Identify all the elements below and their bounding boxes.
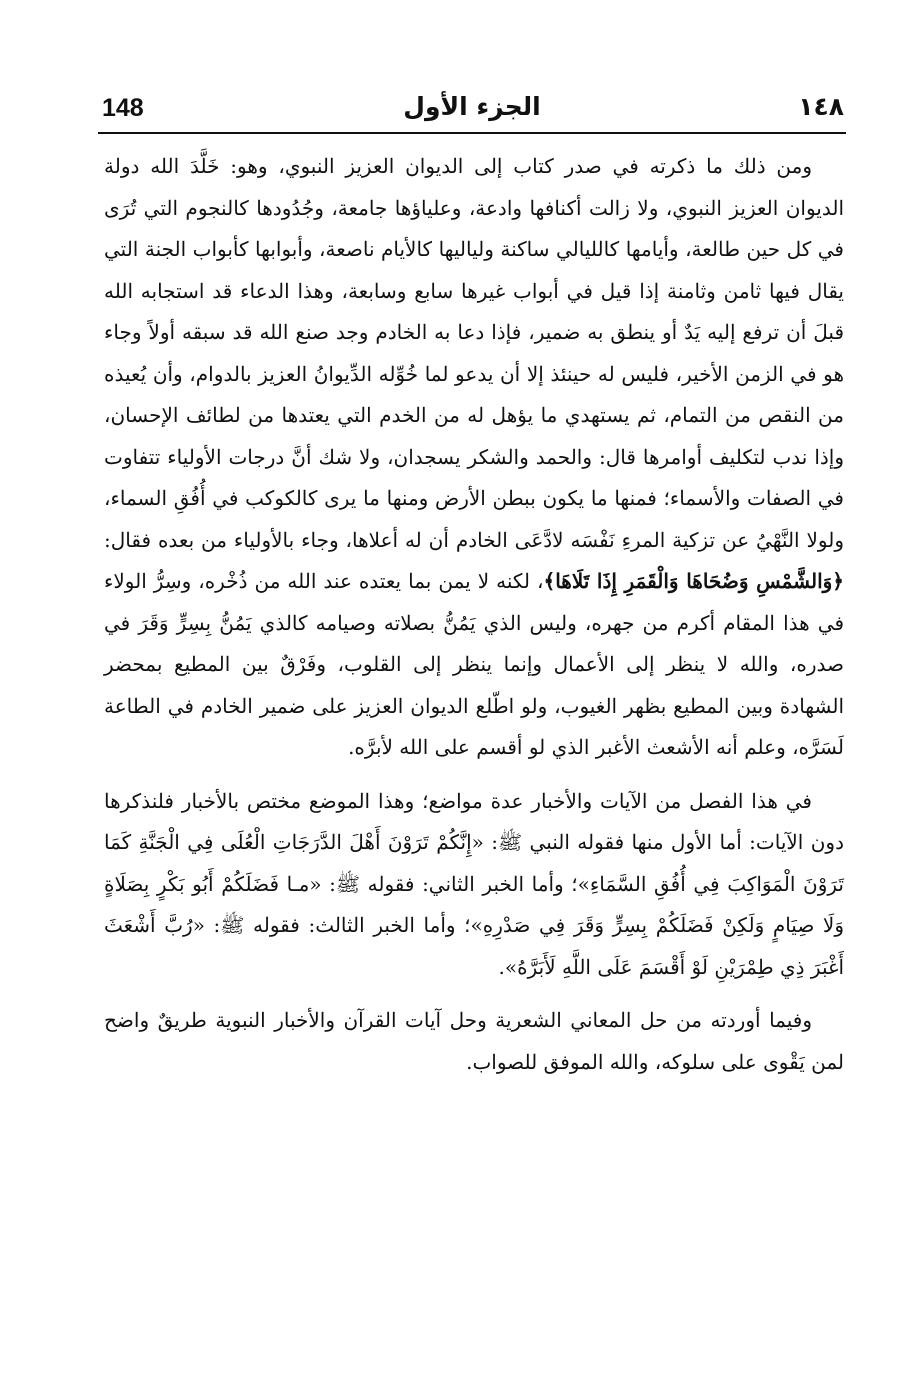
quran-verse: ﴿وَالشَّمْسِ وَضُحَاهَا وَالْقَمَرِ إِذَا تَلَاهَا﴾ <box>543 569 845 593</box>
paragraph-2 <box>104 781 844 989</box>
paragraph-2-text: في هذا الفصل من الآيات والأخبار عدة مواضع؛ وهذا الموضع مختص بالأخبار فلنذكرها دون الآيات: أما الأول منها فقوله النبي ﷺ: «إِنَّكُمْ تَرَوْنَ أَهْلَ الدَّرَجَاتِ الْعُلَى فِي الْجَنَّةِ كَمَا تَرَوْنَ الْمَوَاكِبَ فِي أُفُقِ السَّمَاءِ»؛ وأما الخبر الثاني: فقوله ﷺ: «مـا فَضَلَكُمْ أَبُو بَكْرٍ بِصَلَاةٍ وَلَا صِيَامٍ وَلَكِنْ فَضَلَكُمْ بِسِرٍّ وَقَرَ فِي صَدْرِهِ»؛ وأما الخبر الثالث: فقوله ﷺ: «رُبَّ أَشْعَثَ أَغْبَرَ ذِي طِمْرَيْنِ لَوْ أَقْسَمَ عَلَى اللَّهِ لَأَبَرَّهُ». <box>104 788 844 979</box>
paragraph-1-continuation: ، لكنه لا يمن بما يعتده عند الله من ذُخْره، وسِرُّ الولاء في هذا المقام أكرم من جهره، وليس الذي يَمُنُّ بصلاته وصيامه كالذي يَمُنُّ بِسِرٍّ وَقَرَ في صدره، والله لا ينظر إلى الأعمال وإنما ينظر إلى القلوب، وفَرْقٌ بين المطيع بمحضر الشهادة وبين المطيع بظهر الغيوب، ولو اطّلع الديوان العزيز على ضمير الخادم في الطاعة لَسَرَّه، وعلم أنه الأشعث الأغبر الذي لو أقسم على الله لأبرَّه. <box>104 569 845 759</box>
page-number-latin: 148 <box>102 94 144 122</box>
paragraph-3 <box>104 1000 844 1083</box>
page-number-arabic: ١٤٨ <box>798 92 844 121</box>
paragraph-1-text: ومن ذلك ما ذكرته في صدر كتاب إلى الديوان العزيز النبوي، وهو: خَلَّدَ الله دولة الديوان العزيز النبوي، ولا زالت أكنافها وادعة، وعلياؤها جامعة، وجُدُودها كالنجوم التي تُرَى في كل حين طالعة، وأيامها كالليالي ساكنة ولياليها كالأيام ناصعة، وأبوابها كأبواب الجنة التي يقال فيها ثامن وثامنة إذا قيل في أبواب غيرها سابع وسابعة، وهذا الدعاء قد استجابه الله قبلَ أن ترفع إليه يَدٌ أو ينطق به ضمير، فإذا دعا به الخادم وجد صنع الله قد سبقه أولاً وجاء هو في الزمن الأخير، فليس له حينئذ إلا أن يدعو لما خُوِّله الدِّيوانُ العزيز بالدوام، وأن يُعيذه من النقص من التمام، ثم يستهدي ما يؤهل له من الخدم التي يعتدها من لطائف الإحسان، وإذا ندب لتكليف أوامرها قال: والحمد والشكر يسجدان، ولا شك أنَّ درجات الأولياء تتفاوت في الصفات والأسماء؛ فمنها ما يكون ببطن الأرض ومنها ما يرى كالكوكب في أُفُقِ السماء، ولولا النَّهْيُ عن تزكية المرءِ نَفْسَه لادَّعَى الخادم أن له أعلاها، وجاء بالأولياء من بعده فقال: <box>104 154 844 552</box>
paragraph-1 <box>104 146 844 769</box>
paragraph-3-text: وفيما أوردته من حل المعاني الشعرية وحل آيات القرآن والأخبار النبوية طريقٌ واضح لمن يَقْوى على سلوكه، والله الموفق للصواب. <box>104 1008 844 1074</box>
page-body <box>104 146 844 1083</box>
running-title: الجزء الأول <box>403 92 541 121</box>
page-header <box>98 88 846 134</box>
